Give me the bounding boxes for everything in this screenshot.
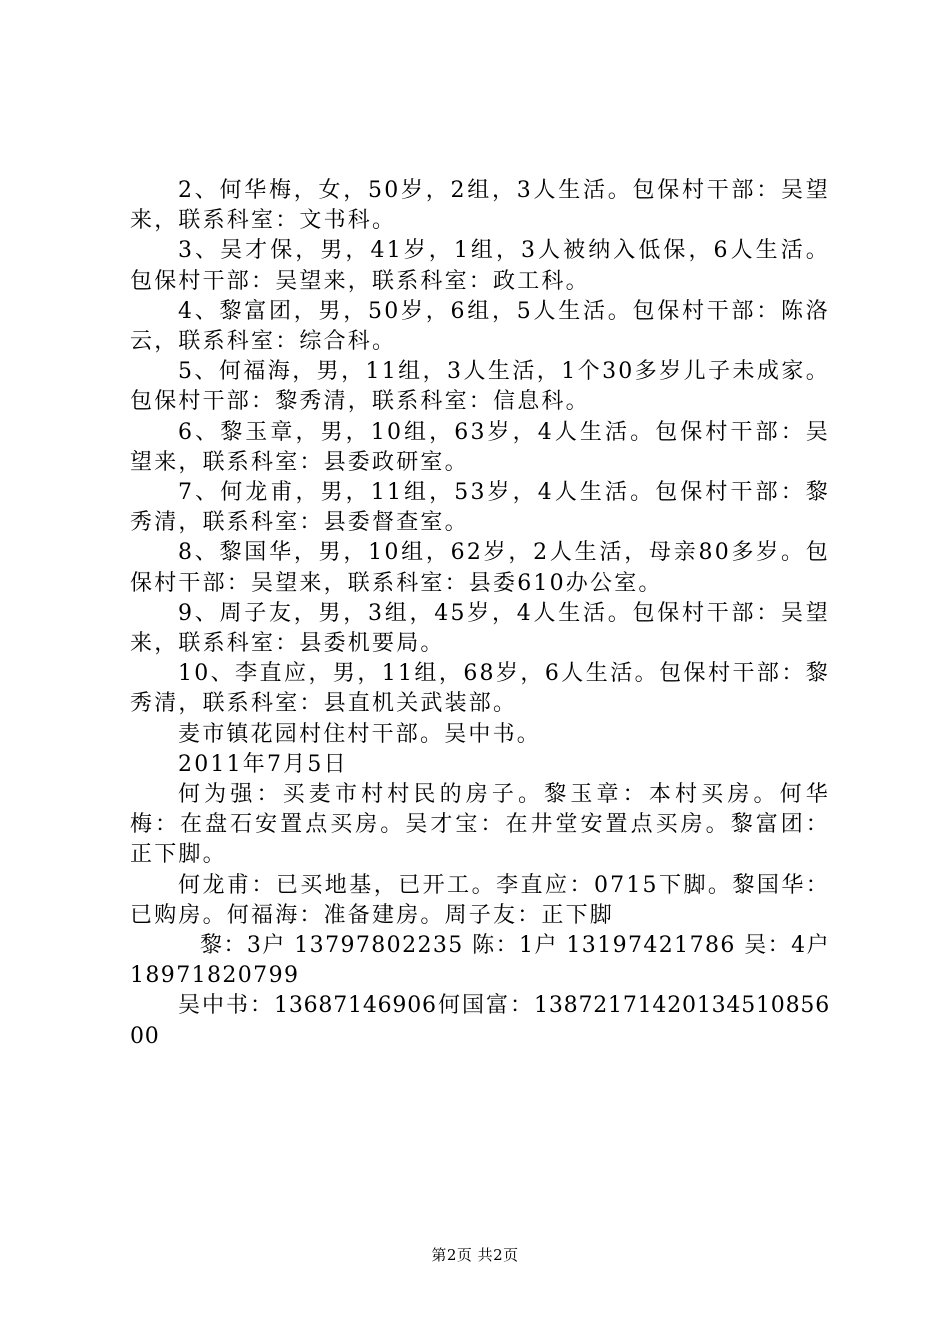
housing-status-paragraph-1: 何为强：买麦市村村民的房子。黎玉章：本村买房。何华梅：在盘石安置点买房。吴才宝：在井堂安置点买房。黎富团：正下脚。 — [130, 782, 830, 868]
paragraph-item-2: 2、何华梅，女，50岁，2组，3人生活。包保村干部：吴望来，联系科室：文书科。 — [130, 178, 830, 234]
paragraph-item-10: 10、李直应，男，11组，68岁，6人生活。包保村干部：黎秀清，联系科室：县直机关武装部。 — [130, 661, 830, 717]
paragraph-item-3: 3、吴才保，男，41岁，1组，3人被纳入低保，6人生活。包保村干部：吴望来，联系科室：政工科。 — [130, 238, 830, 294]
paragraph-item-4: 4、黎富团，男，50岁，6组，5人生活。包保村干部：陈洛云，联系科室：综合科。 — [130, 298, 830, 355]
date-line: 2011年7月5日 — [178, 751, 348, 777]
document-body — [130, 176, 830, 1052]
paragraph-item-6: 6、黎玉章，男，10组，63岁，4人生活。包保村干部：吴望来，联系科室：县委政研室。 — [130, 419, 830, 475]
paragraph-item-9: 9、周子友，男，3组，45岁，4人生活。包保村干部：吴望来，联系科室：县委机要局。 — [130, 600, 830, 657]
paragraph-item-8: 8、黎国华，男，10组，62岁，2人生活，母亲80多岁。包保村干部：吴望来，联系科室：县委610办公室。 — [130, 540, 830, 596]
paragraph-item-7: 7、何龙甫，男，11组，53岁，4人生活。包保村干部：黎秀清，联系科室：县委督查室。 — [130, 480, 830, 536]
contact-phones-paragraph: 黎：3户 13797802235 陈：1户 13197421786 吴：4户 18971820799 — [130, 933, 830, 989]
page-number-footer: 第2页 共2页 — [431, 1246, 519, 1264]
contact-phones-line: 吴中书：13687146906何国富：1387217142013451085600 — [130, 993, 830, 1049]
paragraph-item-5: 5、何福海，男，11组，3人生活，1个30多岁儿子未成家。包保村干部：黎秀清，联系科室：信息科。 — [130, 359, 830, 415]
signature-line: 麦市镇花园村住村干部。吴中书。 — [178, 721, 542, 747]
housing-status-paragraph-2: 何龙甫：已买地基，已开工。李直应：0715下脚。黎国华：已购房。何福海：准备建房。周子友：正下脚 — [130, 872, 830, 928]
